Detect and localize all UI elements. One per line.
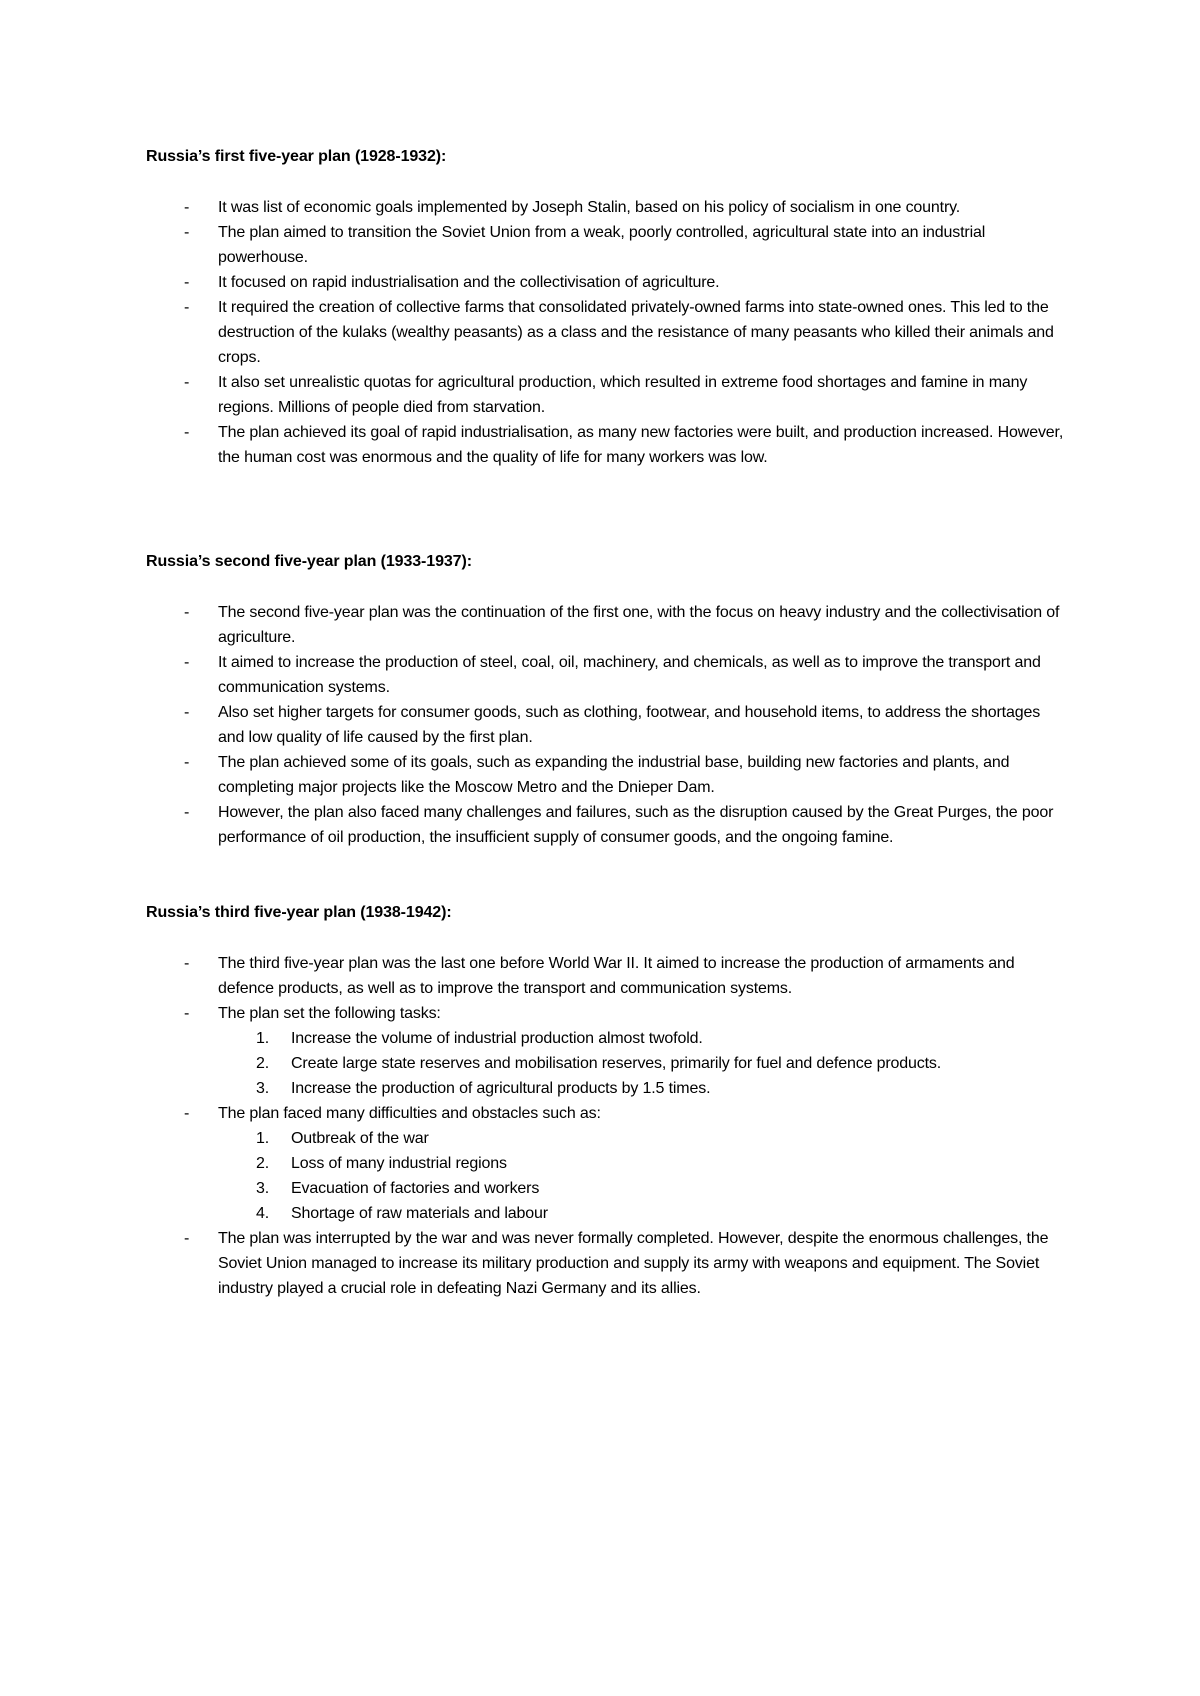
item-number: 2.	[256, 1155, 270, 1172]
list-item: - It focused on rapid industrialisation and the collectivisation of agriculture.	[146, 270, 1066, 295]
list-item: - The third five-year plan was the last one before World War II. It aimed to increase the production of armaments and defence products, as well as to improve the transport and communication systems.	[146, 951, 1066, 1001]
numbered-item	[218, 1076, 1066, 1101]
bullet-list	[146, 600, 1066, 850]
list-item: - It also set unrealistic quotas for agricultural production, which resulted in extreme food shortages and famine in many regions. Millions of people died from starvation.	[146, 370, 1066, 420]
numbered-list-tasks	[218, 1026, 1066, 1101]
item-number: 1.	[256, 1130, 270, 1147]
list-item-text: The plan faced many difficulties and obstacles such as:	[218, 1105, 601, 1122]
item-number: 3.	[256, 1080, 270, 1097]
item-text: Shortage of raw materials and labour	[291, 1205, 548, 1222]
section-heading: Russia’s third five-year plan (1938-1942):	[146, 904, 452, 921]
item-text: Loss of many industrial regions	[291, 1155, 507, 1172]
list-item: - It aimed to increase the production of steel, coal, oil, machinery, and chemicals, as well as to improve the transport and communication systems.	[146, 650, 1066, 700]
list-item: - The plan achieved its goal of rapid industrialisation, as many new factories were built, and production increased. However, the human cost was enormous and the quality of life for many workers was low.	[146, 420, 1066, 470]
item-text: Outbreak of the war	[291, 1130, 429, 1147]
numbered-item	[218, 1051, 1066, 1076]
section-third-plan	[146, 903, 1066, 1301]
list-item-tasks	[146, 1001, 1066, 1101]
item-number: 3.	[256, 1180, 270, 1197]
numbered-item	[218, 1176, 1066, 1201]
section-first-plan	[146, 147, 1066, 470]
item-number: 2.	[256, 1055, 270, 1072]
numbered-item	[218, 1026, 1066, 1051]
numbered-item	[218, 1201, 1066, 1226]
list-item: - The second five-year plan was the continuation of the first one, with the focus on heavy industry and the collectivisation of agriculture.	[146, 600, 1066, 650]
numbered-item	[218, 1151, 1066, 1176]
item-text: Create large state reserves and mobilisation reserves, primarily for fuel and defence products.	[291, 1055, 942, 1072]
list-item: - Also set higher targets for consumer goods, such as clothing, footwear, and household items, to address the shortages and low quality of life caused by the first plan.	[146, 700, 1066, 750]
item-text: Evacuation of factories and workers	[291, 1180, 540, 1197]
list-item: - The plan achieved some of its goals, such as expanding the industrial base, building new factories and plants, and completing major projects like the Moscow Metro and the Dnieper Dam.	[146, 750, 1066, 800]
list-item: - However, the plan also faced many challenges and failures, such as the disruption caused by the Great Purges, the poor performance of oil production, the insufficient supply of consumer goods, and the ongoing famine.	[146, 800, 1066, 850]
item-text: Increase the production of agricultural products by 1.5 times.	[291, 1080, 711, 1097]
list-item: - It was list of economic goals implemented by Joseph Stalin, based on his policy of socialism in one country.	[146, 195, 1066, 220]
item-text: Increase the volume of industrial production almost twofold.	[291, 1030, 703, 1047]
section-second-plan	[146, 552, 1066, 850]
item-number: 4.	[256, 1205, 270, 1222]
list-item: - It required the creation of collective farms that consolidated privately-owned farms into state-owned ones. This led to the destruction of the kulaks (wealthy peasants) as a class and the resistance of many peasants who killed their animals and crops.	[146, 295, 1066, 370]
section-heading: Russia’s second five-year plan (1933-1937):	[146, 553, 472, 570]
list-item: - The plan was interrupted by the war and was never formally completed. However, despite the enormous challenges, the Soviet Union managed to increase its military production and supply its army with weapons and equipment. The Soviet industry played a crucial role in defeating Nazi Germany and its allies.	[146, 1226, 1066, 1301]
bullet-list	[146, 951, 1066, 1301]
list-item-difficulties	[146, 1101, 1066, 1226]
bullet-list	[146, 195, 1066, 470]
item-number: 1.	[256, 1030, 270, 1047]
section-heading: Russia’s first five-year plan (1928-1932):	[146, 148, 447, 165]
list-item: - The plan aimed to transition the Soviet Union from a weak, poorly controlled, agricultural state into an industrial powerhouse.	[146, 220, 1066, 270]
list-item-text: The plan set the following tasks:	[218, 1005, 441, 1022]
numbered-item	[218, 1126, 1066, 1151]
numbered-list-difficulties	[218, 1126, 1066, 1226]
